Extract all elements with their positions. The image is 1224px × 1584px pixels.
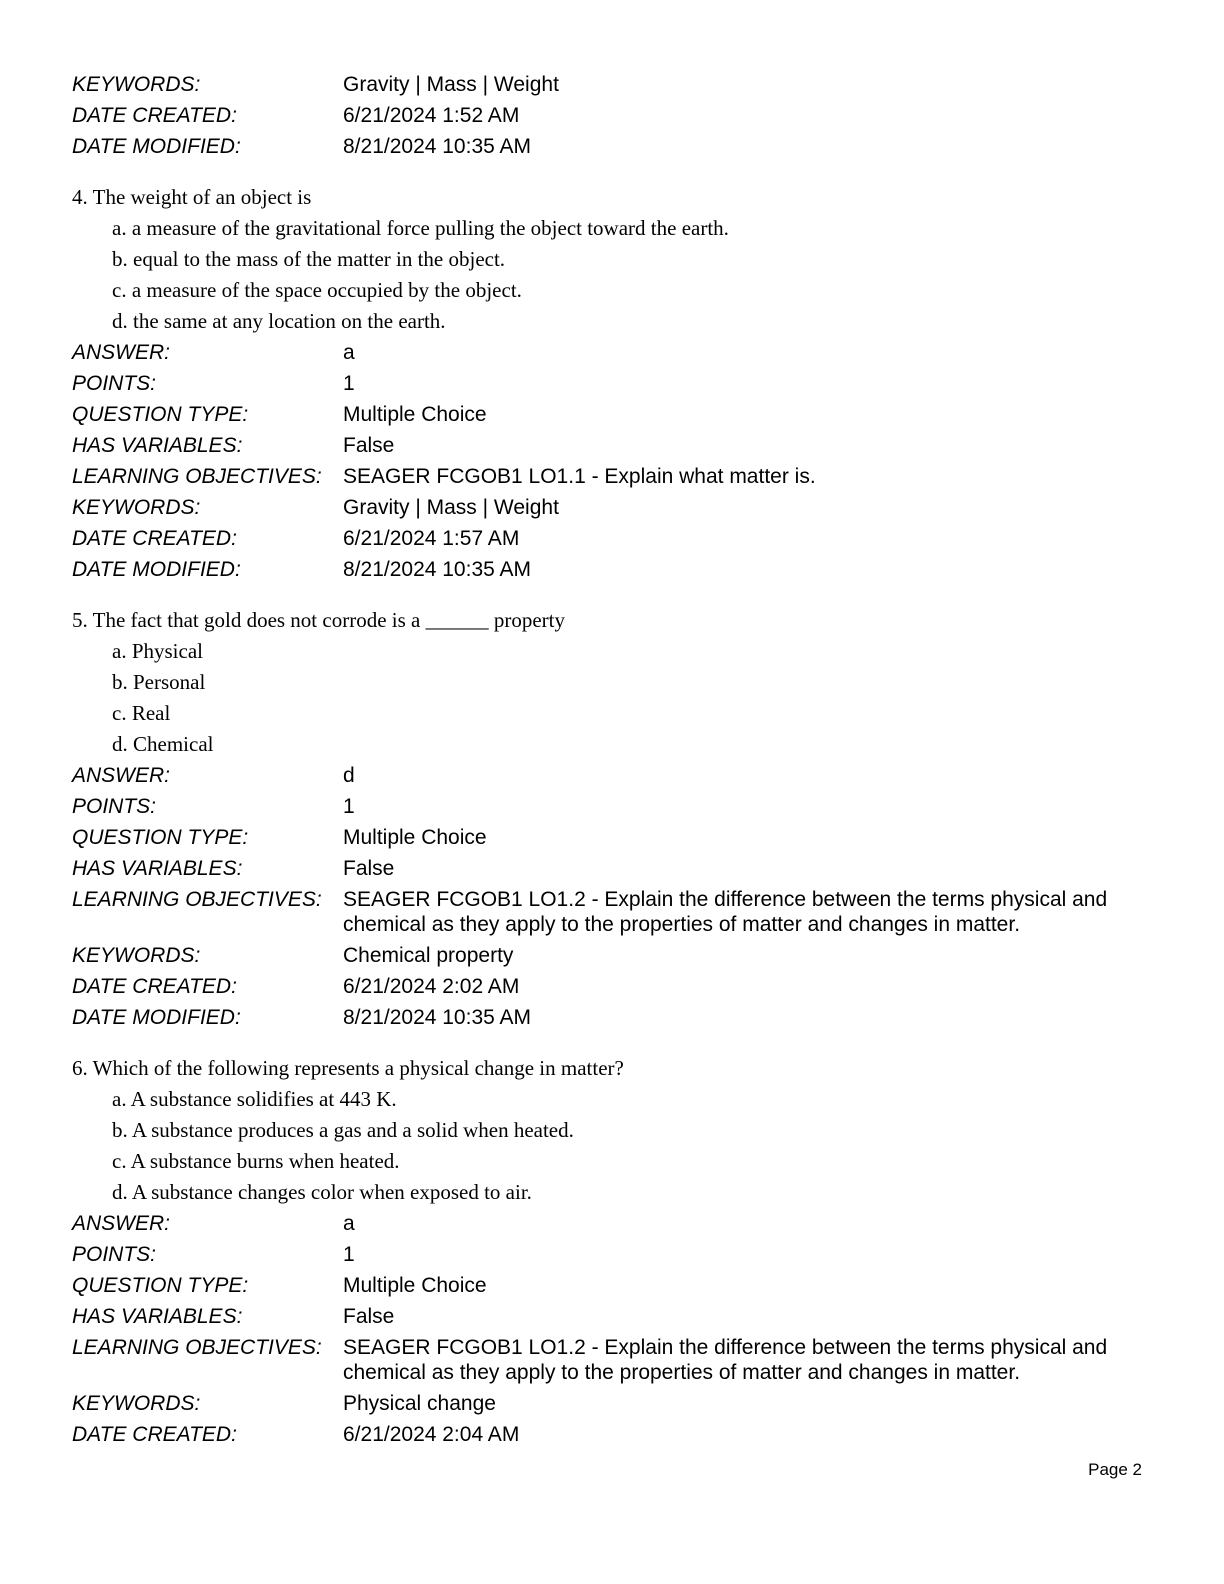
meta-label: DATE MODIFIED: xyxy=(72,1006,241,1029)
meta-row-date-modified xyxy=(72,557,1152,582)
meta-value: SEAGER FCGOB1 LO1.2 - Explain the difference between the terms physical and chemical as they apply to the properties of matter and changes in matter. xyxy=(343,888,1108,936)
meta-label: LEARNING OBJECTIVES: xyxy=(72,888,322,911)
meta-label: POINTS: xyxy=(72,1243,157,1266)
choice-d: d. Chemical xyxy=(112,732,214,756)
meta-row-date-created xyxy=(72,1422,1152,1447)
meta-row-has-variables xyxy=(72,856,1152,881)
meta-value: 6/21/2024 2:04 AM xyxy=(343,1423,520,1446)
meta-label: QUESTION TYPE: xyxy=(72,1274,249,1297)
question-stem: 5. The fact that gold does not corrode is a ______ property xyxy=(72,608,565,632)
meta-label: KEYWORDS: xyxy=(72,73,201,96)
meta-label: DATE CREATED: xyxy=(72,975,237,998)
meta-label: LEARNING OBJECTIVES: xyxy=(72,465,322,488)
question-6 xyxy=(72,1056,1152,1447)
meta-row-keywords xyxy=(72,495,1152,520)
question-stem: 4. The weight of an object is xyxy=(72,185,312,209)
question-stem: 6. Which of the following represents a physical change in matter? xyxy=(72,1056,624,1080)
meta-value: 8/21/2024 10:35 AM xyxy=(343,135,531,158)
meta-value: a xyxy=(343,341,355,364)
meta-value: Physical change xyxy=(343,1392,496,1415)
meta-value: Multiple Choice xyxy=(343,826,487,849)
meta-label: ANSWER: xyxy=(72,1212,171,1235)
meta-label: HAS VARIABLES: xyxy=(72,857,243,880)
meta-label: DATE CREATED: xyxy=(72,104,237,127)
meta-value: SEAGER FCGOB1 LO1.1 - Explain what matter is. xyxy=(343,465,816,488)
choice-b: b. Personal xyxy=(112,670,206,694)
meta-label: POINTS: xyxy=(72,795,157,818)
meta-value: 6/21/2024 1:52 AM xyxy=(343,104,520,127)
document-page xyxy=(72,72,1152,1453)
meta-label: DATE MODIFIED: xyxy=(72,135,241,158)
meta-value: 1 xyxy=(343,795,355,818)
meta-label: LEARNING OBJECTIVES: xyxy=(72,1336,322,1359)
meta-row-learning-objectives xyxy=(72,464,1152,489)
meta-label: POINTS: xyxy=(72,372,157,395)
meta-row-date-created xyxy=(72,526,1152,551)
meta-value: Gravity | Mass | Weight xyxy=(343,73,559,96)
meta-label: HAS VARIABLES: xyxy=(72,434,243,457)
choice-a: a. a measure of the gravitational force pulling the object toward the earth. xyxy=(112,216,729,240)
meta-label: QUESTION TYPE: xyxy=(72,403,249,426)
meta-row-date-modified xyxy=(72,1005,1152,1030)
choice-b: b. equal to the mass of the matter in the object. xyxy=(112,247,506,271)
meta-label: QUESTION TYPE: xyxy=(72,826,249,849)
meta-label: DATE CREATED: xyxy=(72,527,237,550)
meta-value: 6/21/2024 2:02 AM xyxy=(343,975,520,998)
meta-row-question-type xyxy=(72,1273,1152,1298)
meta-value: False xyxy=(343,1305,395,1328)
meta-value: 8/21/2024 10:35 AM xyxy=(343,558,531,581)
choice-c: c. A substance burns when heated. xyxy=(112,1149,400,1173)
meta-row-points xyxy=(72,1242,1152,1267)
meta-label: DATE MODIFIED: xyxy=(72,558,241,581)
meta-value: 8/21/2024 10:35 AM xyxy=(343,1006,531,1029)
meta-label: ANSWER: xyxy=(72,764,171,787)
top-metadata xyxy=(72,72,1152,159)
meta-label: KEYWORDS: xyxy=(72,496,201,519)
meta-row-points xyxy=(72,371,1152,396)
meta-row-question-type xyxy=(72,825,1152,850)
meta-row-keywords xyxy=(72,1391,1152,1416)
choice-d: d. the same at any location on the earth. xyxy=(112,309,446,333)
question-5 xyxy=(72,608,1152,1030)
meta-label: KEYWORDS: xyxy=(72,944,201,967)
page-number: Page 2 xyxy=(1088,1460,1142,1479)
meta-value: Gravity | Mass | Weight xyxy=(343,496,559,519)
meta-row-date-created xyxy=(72,974,1152,999)
meta-label: KEYWORDS: xyxy=(72,1392,201,1415)
choice-d: d. A substance changes color when exposed to air. xyxy=(112,1180,532,1204)
choice-a: a. Physical xyxy=(112,639,203,663)
meta-value: Multiple Choice xyxy=(343,1274,487,1297)
meta-value: a xyxy=(343,1212,355,1235)
meta-row-answer xyxy=(72,340,1152,365)
meta-row-keywords xyxy=(72,943,1152,968)
choice-a: a. A substance solidifies at 443 K. xyxy=(112,1087,397,1111)
meta-row-has-variables xyxy=(72,433,1152,458)
meta-row-learning-objectives xyxy=(72,887,1152,937)
choice-b: b. A substance produces a gas and a solid when heated. xyxy=(112,1118,574,1142)
meta-row-has-variables xyxy=(72,1304,1152,1329)
meta-value: 1 xyxy=(343,372,355,395)
meta-value: False xyxy=(343,434,395,457)
choice-c: c. a measure of the space occupied by the object. xyxy=(112,278,522,302)
meta-row-points xyxy=(72,794,1152,819)
meta-value: d xyxy=(343,764,355,787)
meta-value: SEAGER FCGOB1 LO1.2 - Explain the difference between the terms physical and chemical as they apply to the properties of matter and changes in matter. xyxy=(343,1336,1108,1384)
meta-value: 1 xyxy=(343,1243,355,1266)
meta-label: ANSWER: xyxy=(72,341,171,364)
choice-c: c. Real xyxy=(112,701,171,725)
meta-value: Multiple Choice xyxy=(343,403,487,426)
meta-value: False xyxy=(343,857,395,880)
question-4 xyxy=(72,185,1152,582)
meta-value: Chemical property xyxy=(343,944,514,967)
meta-label: HAS VARIABLES: xyxy=(72,1305,243,1328)
meta-label: DATE CREATED: xyxy=(72,1423,237,1446)
meta-row xyxy=(72,134,1152,159)
meta-row-question-type xyxy=(72,402,1152,427)
meta-value: 6/21/2024 1:57 AM xyxy=(343,527,520,550)
meta-row-answer xyxy=(72,763,1152,788)
meta-row-answer xyxy=(72,1211,1152,1236)
meta-row xyxy=(72,103,1152,128)
meta-row-learning-objectives xyxy=(72,1335,1152,1385)
meta-row xyxy=(72,72,1152,97)
